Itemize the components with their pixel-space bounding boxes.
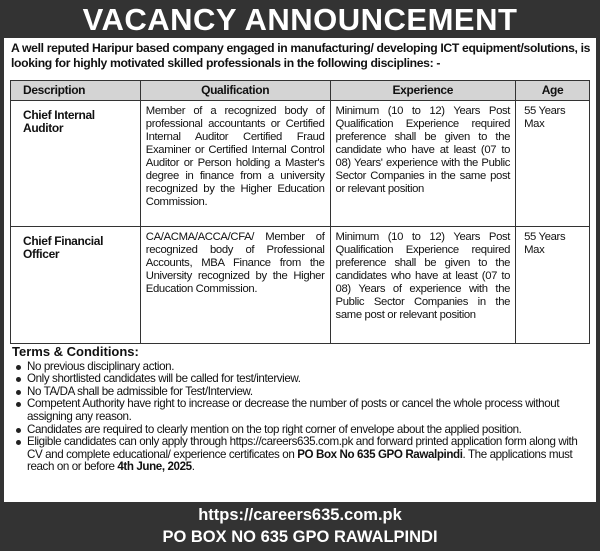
- header-age: Age: [516, 81, 590, 101]
- table-row: [11, 101, 590, 227]
- intro-text: A well reputed Haripur based company engaged in manufacturing/ developing ICT equipment/solutions, is looking for highly motivated skilled professionals in the following disciplines: -: [11, 41, 591, 70]
- list-item: Candidates are required to clearly mention on the top right corner of envelope about the applied position.: [12, 424, 592, 437]
- qualification-cell: Member of a recognized body of professional accountants or Certified Internal Auditor Certified Fraud Examiner or Certified Internal Control Auditor or Person holding a Master's degree in finance from a university recognized by the Higher Education Commission.: [140, 101, 330, 227]
- position-name: Chief Internal Auditor: [11, 101, 141, 227]
- content-panel: [4, 38, 596, 502]
- header-qualification: Qualification: [140, 81, 330, 101]
- list-item: No TA/DA shall be admissible for Test/Interview.: [12, 386, 592, 399]
- page-title: VACANCY ANNOUNCEMENT: [82, 2, 518, 37]
- table-header: [11, 81, 590, 101]
- vacancy-table: [10, 80, 590, 344]
- list-item: Only shortlisted candidates will be called for test/interview.: [12, 373, 592, 386]
- experience-cell: Minimum (10 to 12) Years Post Qualification Experience required preference shall be given to the candidate who have at least (07 to 08) Years' experience with the Public Sector Companies in the same post or relevant position: [330, 101, 516, 227]
- terms-section: [12, 346, 592, 474]
- deadline-date: 4th June, 2025: [117, 460, 192, 474]
- list-item: No previous disciplinary action.: [12, 361, 592, 374]
- position-name: Chief Financial Officer: [11, 227, 141, 344]
- header-experience: Experience: [330, 81, 516, 101]
- experience-cell: Minimum (10 to 12) Years Post Qualification Experience required preference shall be given to the candidates who have at least (07 to 08) Years of experience with the Public Sector Companies in the same post or relevant position: [330, 227, 516, 344]
- po-box-text: PO Box No 635 GPO Rawalpindi: [297, 447, 463, 461]
- header-description: Description: [11, 81, 141, 101]
- deadline-text: . The applications must reach on or before: [27, 447, 573, 474]
- age-cell: 55 Years Max: [516, 227, 590, 344]
- list-item: [12, 436, 592, 474]
- terms-list: [12, 361, 592, 474]
- table-row: [11, 227, 590, 344]
- footer: [0, 504, 600, 548]
- careers-url: https://careers635.com.pk: [198, 506, 402, 524]
- terms-heading: Terms & Conditions:: [12, 344, 139, 359]
- apply-text: Eligible candidates can only apply through https://careers635.com.pk and forward printed application form along with CV and complete educational/ experience certificates on: [27, 435, 578, 461]
- period: .: [191, 460, 195, 474]
- postal-address: PO BOX NO 635 GPO RAWALPINDI: [162, 528, 438, 546]
- qualification-cell: CA/ACMA/ACCA/CFA/ Member of recognized body of Professional Accounts, MBA Finance from the University recognized by the Higher Education Commission.: [140, 227, 330, 344]
- age-cell: 55 Years Max: [516, 101, 590, 227]
- list-item: Competent Authority have right to increase or decrease the number of posts or cancel the whole process without assigning any reason.: [12, 398, 592, 423]
